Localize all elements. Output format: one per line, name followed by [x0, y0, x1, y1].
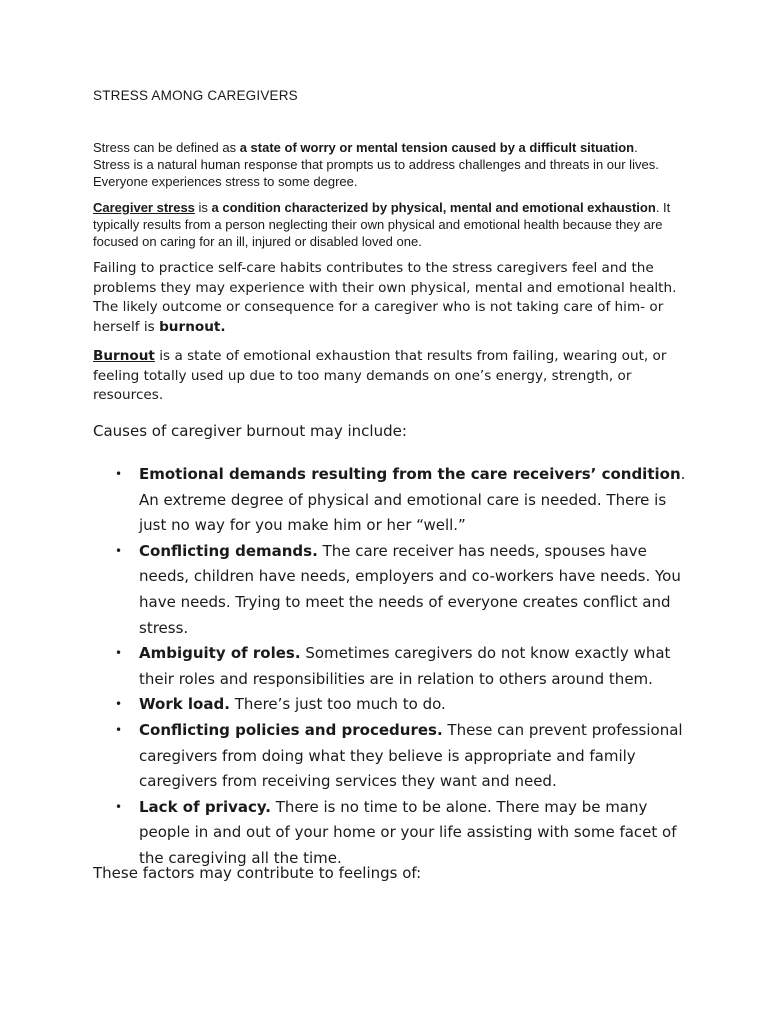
item-bold: Work load.	[139, 695, 230, 714]
item-bold: Conflicting demands.	[139, 541, 318, 560]
item-text: There’s just too much to do.	[229, 695, 446, 714]
page-title: STRESS AMONG CAREGIVERS	[93, 88, 298, 103]
bold-text: burnout.	[159, 318, 226, 335]
item-text: . An extreme degree of physical and emotional care is needed. There is just no way for you make him or her “well.”	[139, 465, 686, 535]
item-bold: Ambiguity of roles.	[139, 644, 301, 663]
item-text: There is no time to be alone. There may be many people in and out of your home or your life assisting with some facet of the caregiving all the time.	[139, 797, 677, 867]
causes-heading: Causes of caregiver burnout may include:	[93, 422, 407, 440]
item-bold: Lack of privacy.	[139, 797, 271, 816]
item-text: These can prevent professional caregivers from doing what they believe is appropriate and family caregivers from receiving services they want and need.	[139, 720, 683, 791]
list-item	[93, 718, 693, 795]
list-item	[93, 641, 693, 692]
bullet: •	[115, 697, 123, 712]
bullet: •	[115, 543, 123, 558]
burnout-definition-paragraph	[93, 347, 683, 406]
text: Stress can be defined as	[93, 140, 240, 155]
term-caregiver-stress: Caregiver stress	[93, 200, 195, 215]
text: Failing to practice self-care habits contributes to the stress caregivers feel and the problems they may experience with their own physical, mental and emotional health. The likely outcome or consequence for a caregiver who is not taking care of him- or herself is	[93, 260, 677, 335]
stress-definition-paragraph	[93, 139, 678, 190]
item-text: Sometimes caregivers do not know exactly what their roles and responsibilities are in relation to others around them.	[139, 644, 671, 688]
self-care-paragraph	[93, 259, 683, 337]
list-item	[93, 539, 693, 641]
text: is a state of emotional exhaustion that results from failing, wearing out, or feeling totally used up due to too many demands on one’s energy, strength, or resources.	[93, 348, 667, 403]
causes-list	[93, 462, 693, 872]
bullet: •	[115, 467, 123, 481]
bold-text: a state of worry or mental tension caused by a difficult situation	[239, 140, 635, 155]
text: . Stress is a natural human response that prompts us to address challenges and threats in our lives. Everyone experiences stress to some degree.	[93, 140, 659, 189]
item-bold: Conflicting policies and procedures.	[139, 720, 443, 739]
bold-text: a condition characterized by physical, mental and emotional exhaustion	[211, 200, 656, 215]
text: is	[194, 200, 212, 215]
list-item	[93, 462, 693, 539]
list-item	[93, 795, 693, 872]
text: . It typically results from a person neglecting their own physical and emotional health because they are focused on caring for an ill, injured or disabled loved one.	[93, 200, 671, 249]
factors-line: These factors may contribute to feelings of:	[93, 864, 422, 882]
list-item	[93, 692, 693, 718]
bullet: •	[115, 646, 123, 661]
item-text: The care receiver has needs, spouses have needs, children have needs, employers and co-workers have needs. You have needs. Trying to meet the needs of everyone creates conflict and stress.	[139, 541, 681, 637]
term-burnout: Burnout	[93, 348, 155, 364]
bullet: •	[115, 722, 123, 737]
bullet: •	[115, 799, 123, 814]
item-bold: Emotional demands resulting from the care receivers’ condition	[139, 465, 681, 483]
caregiver-stress-paragraph	[93, 199, 678, 250]
